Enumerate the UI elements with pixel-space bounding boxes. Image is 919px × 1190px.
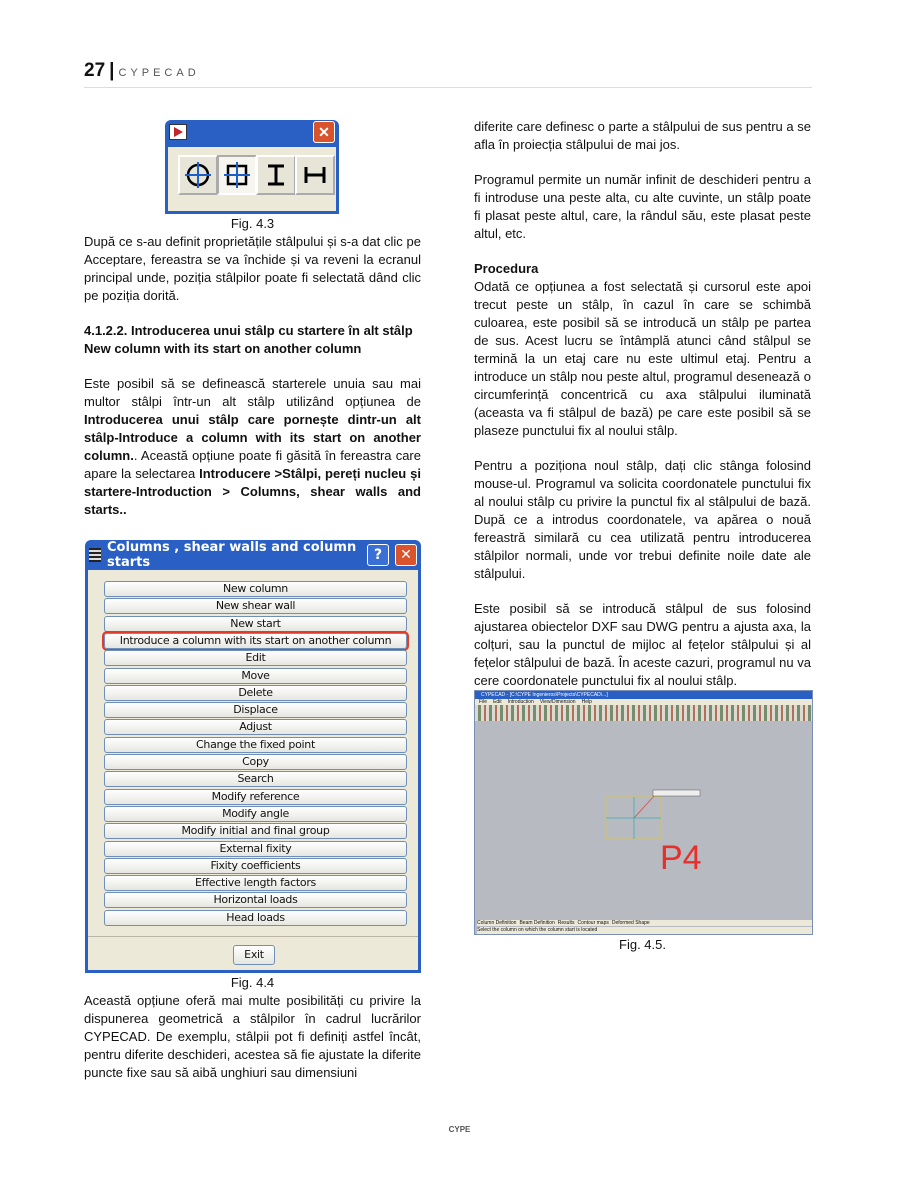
dialog-option-button[interactable]: Modify angle <box>104 806 407 822</box>
paragraph: Această opțiune oferă mai multe posibilități cu privire la dispunerea geometrică a stâlpilor în cadrul lucrărilor CYPECAD. De exemplu, stâlpii pot fi definiți astfel încât, pentru diferite deschideri, acestea să fie ajustate la diferite puncte fixe sau să aibă unghiuri sau dimensiuni <box>84 993 421 1080</box>
left-column <box>84 215 421 536</box>
columns-dialog <box>85 540 421 973</box>
header-title: CYPECAD <box>118 67 200 79</box>
tab[interactable]: Results <box>557 920 575 926</box>
paragraph: După ce s-au definit proprietățile stâlpului și s-a dat clic pe Acceptare, fereastra se va închide și va reveni la ecranul principal unde, poziția stâlpilor poate fi selectată dând clic pe poziția dorită. <box>84 234 421 303</box>
bold-run: Introducere >Stâlpi, pereți nucleu și startere-Introduction > Columns, shear walls and starts.. <box>84 466 421 517</box>
menu-item[interactable]: Help <box>581 699 592 705</box>
fig-4-3-window <box>165 120 339 214</box>
tab[interactable]: Contour maps <box>577 920 609 926</box>
dialog-option-button[interactable]: Modify reference <box>104 789 407 805</box>
dialog-option-button[interactable]: Introduce a column with its start on another column <box>104 633 407 649</box>
screenshot-tabs <box>477 920 812 926</box>
paragraph: Programul permite un număr infinit de deschideri pentru a fi introduse una peste alta, cu alte cuvinte, un stâlp poate fi plasat peste altul, care, la rândul său, este plasat peste altul, etc. <box>474 172 811 241</box>
figure-caption: Fig. 4.4 <box>230 975 275 990</box>
section-subheading: New column with its start on another column <box>84 341 362 356</box>
dialog-option-button[interactable]: Adjust <box>104 719 407 735</box>
tab[interactable]: Beam Definition <box>519 920 555 926</box>
screenshot-toolbars <box>475 705 812 721</box>
dialog-option-button[interactable]: External fixity <box>104 841 407 857</box>
dialog-option-button[interactable]: New column <box>104 581 407 597</box>
page-number: 27 <box>84 60 106 81</box>
figure-caption: Fig. 4.5. <box>619 937 666 952</box>
procedure-heading: Procedura <box>474 261 539 276</box>
close-icon[interactable]: ✕ <box>313 121 335 143</box>
text-run: Este posibil să se definească starterele unuia sau mai multor stâlpi într-un alt stâlp utilizând opțiunea de <box>84 376 421 409</box>
dialog-option-button[interactable]: Edit <box>104 650 407 666</box>
dialog-option-button[interactable]: Head loads <box>104 910 407 926</box>
dialog-option-button[interactable]: Fixity coefficients <box>104 858 407 874</box>
text-run: . Această opțiune poate fi găsită în fereastra care apare la selectarea <box>84 448 421 481</box>
screenshot-titlebar: CYPECAD - [C:\CYPE Ingenieros\Projects\CYPECAD\...] <box>475 691 812 699</box>
menu-item[interactable]: View/Dimension <box>539 699 576 705</box>
bold-run: Introducerea unui stâlp care pornește dintr-un alt stâlp-Introduce a column with its start on another column. <box>84 412 421 463</box>
paragraph <box>84 375 421 519</box>
menu-item[interactable]: Introduction <box>507 699 534 705</box>
dialog-body <box>88 570 418 970</box>
app-icon <box>169 124 187 140</box>
dialog-option-button[interactable]: Search <box>104 771 407 787</box>
page-header <box>84 60 200 82</box>
dialog-option-button[interactable]: Move <box>104 668 407 684</box>
circle-column-icon[interactable] <box>178 155 218 195</box>
exit-button[interactable]: Exit <box>233 945 275 965</box>
tab[interactable]: Deformed Shape <box>611 920 650 926</box>
paragraph: diferite care definesc o parte a stâlpului de sus pentru a se afla în proiecția stâlpului de mai jos. <box>474 119 811 152</box>
right-column <box>474 118 811 707</box>
header-rule <box>84 87 812 88</box>
menu-item[interactable]: Edit <box>493 699 502 705</box>
help-icon[interactable]: ? <box>367 544 389 566</box>
paragraph: Este posibil să se introducă stâlpul de sus folosind ajustarea obiectelor DXF sau DWG pentru a ajusta axa, la colțuri, sau la punctul de mijloc al fețelor stâlpului și al fețelor stâlpului de bază. În aceste cazuri, programul nu va cere coordonatele punctului fix al noului stâlp. <box>474 601 811 688</box>
rect-column-icon[interactable] <box>217 155 257 195</box>
dialog-option-button[interactable]: Change the fixed point <box>104 737 407 753</box>
dialog-option-button[interactable]: Effective length factors <box>104 875 407 891</box>
header-separator: | <box>109 60 115 81</box>
paragraph: Odată ce opțiunea a fost selectată și cursorul este apoi trecut peste un stâlp, în cazul în care se schimbă culoarea, este posibil să se introducă un stâlp pe partea de sus. Acest lucru se întâmplă atunci când stâlpul se termină la un etaj care nu este ultimul etaj. Pentru a introduce un stâlp nou peste altul, programul desenează o circumferință concentrică cu axa stâlpului iluminată (aceasta va fi stâlpul de bază) pe care este posibil să se plaseze punctului fix al noului stâlp. <box>474 279 811 438</box>
dialog-option-button[interactable]: New shear wall <box>104 598 407 614</box>
i-section-icon[interactable] <box>256 155 296 195</box>
tab[interactable]: Column Definition <box>477 920 517 926</box>
status-bar: Select the column on which the column start is located <box>477 927 812 934</box>
paragraph: Pentru a poziționa noul stâlp, dați clic stânga folosind mouse-ul. Programul va solicita coordonatele punctului fix al noului stâlp cu privire la punctul fix al stâlpului de bază. După ce a introdus coordonatele, va apărea o nouă fereastră similară cu cea utilizată pentru introducerea stâlpilor normali, unde vor trebui definite noile date ale stâlpului. <box>474 458 811 581</box>
drawing-canvas <box>475 723 812 913</box>
figure-caption: Fig. 4.3 <box>230 216 275 231</box>
dialog-option-button[interactable]: Horizontal loads <box>104 892 407 908</box>
dialog-option-button[interactable]: Modify initial and final group <box>104 823 407 839</box>
h-section-icon[interactable] <box>295 155 335 195</box>
section-heading: 4.1.2.2. Introducerea unui stâlp cu startere în alt stâlp <box>84 323 413 338</box>
dialog-icon <box>89 548 101 562</box>
close-icon[interactable]: ✕ <box>395 544 417 566</box>
dialog-option-button[interactable]: New start <box>104 616 407 632</box>
dialog-title: Columns , shear walls and column starts <box>107 540 357 570</box>
column-label: P4 <box>660 839 702 877</box>
left-column-bottom <box>84 974 421 1099</box>
menu-item[interactable]: File <box>479 699 488 705</box>
dialog-option-button[interactable]: Copy <box>104 754 407 770</box>
dialog-option-button[interactable]: Displace <box>104 702 407 718</box>
dialog-option-button[interactable]: Delete <box>104 685 407 701</box>
cypecad-screenshot <box>474 690 813 935</box>
page-footer: CYPE <box>448 1125 471 1134</box>
